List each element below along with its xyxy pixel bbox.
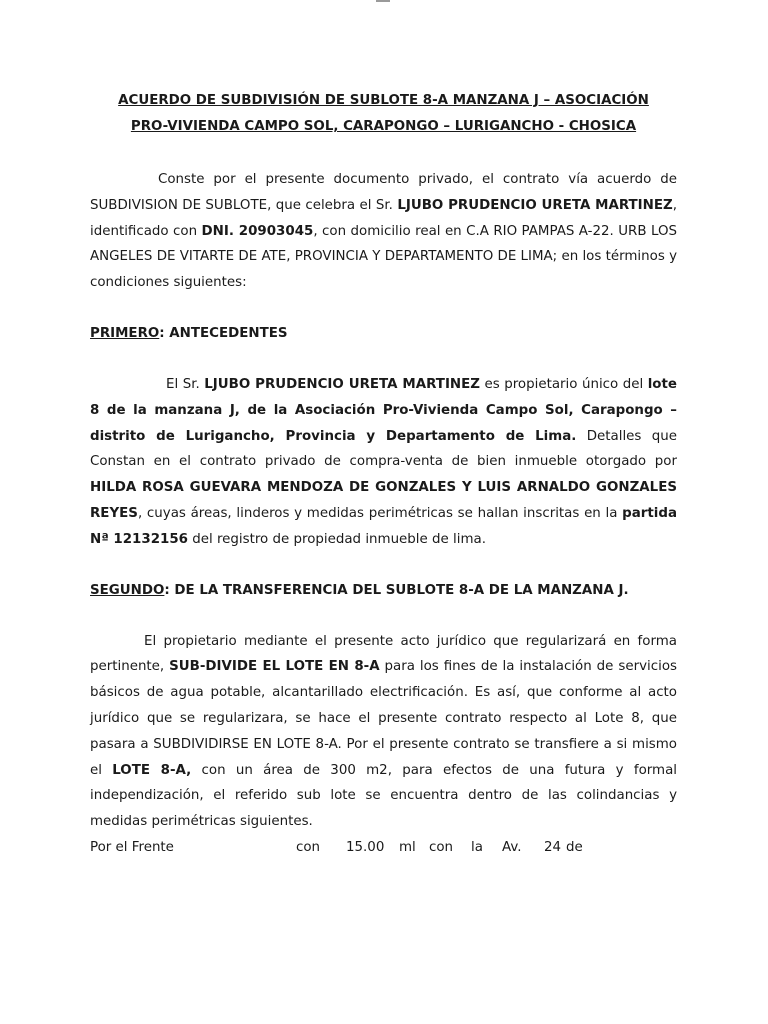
segundo-subdivide: SUB-DIVIDE EL LOTE EN 8-A xyxy=(169,659,380,675)
title-line-2: PRO-VIVIENDA CAMPO SOL, CARAPONGO – LURIGANCHO - CHOSICA xyxy=(130,119,637,134)
frente-word-2: 15.00 xyxy=(346,839,385,855)
segundo-text-2: para los fines de la instalación de servicios básicos de agua potable, alcantarillado electrificación. Es así, que conforme al acto jurídico que se regularizara, se hace el presente contrato respecto al Lote 8, que pasara a SUBDIVIDIRSE EN LOTE 8-A. Por el presente contrato se transfiere a si mismo el xyxy=(90,659,677,778)
primero-text-4: , cuyas áreas, linderos y medidas perimétricas se hallan inscritas en la xyxy=(137,505,623,521)
frente-word-5: la xyxy=(471,839,483,855)
title-line-1: ACUERDO DE SUBDIVISIÓN DE SUBLOTE 8-A MANZANA J – ASOCIACIÓN xyxy=(118,93,649,108)
primero-text-2: es propietario único del xyxy=(479,376,648,392)
primero-lote: lote 8 de la manzana J, de la Asociación Pro-Vivienda Campo Sol, Carapongo – distrito de Lurigancho, Provincia y Departamento de Lima. xyxy=(90,376,677,444)
primero-text-1: El Sr. xyxy=(166,376,205,392)
segundo-label: SEGUNDO xyxy=(90,582,165,598)
intro-text-1: Conste por el presente documento privado, el contrato vía acuerdo de SUBDIVISION DE SUBLOTE, que celebra el Sr. xyxy=(90,172,677,213)
section-heading-segundo xyxy=(90,578,677,604)
intro-text-3: , con domicilio real en C.A RIO PAMPAS A-22. URB LOS ANGELES DE VITARTE DE ATE, PROVINCIA Y DEPARTAMENTO DE LIMA; en los términos y condiciones siguientes: xyxy=(90,223,677,291)
segundo-paragraph xyxy=(90,629,677,835)
section-heading-primero xyxy=(90,321,677,347)
intro-text-2: , identificado con xyxy=(90,197,677,239)
primero-text-5: del registro de propiedad inmueble de lima. xyxy=(187,531,486,547)
segundo-text-1: El propietario mediante el presente acto jurídico que regularizará en forma pertinente, xyxy=(90,633,677,675)
primero-text-3: Detalles que Constan en el contrato privado de compra-venta de bien inmueble otorgado por xyxy=(90,428,677,470)
primero-heading-rest: : ANTECEDENTES xyxy=(159,325,288,341)
segundo-text-3: con un área de 300 m2, para efectos de una futura y formal independización, el referido sub lote se encuentra dentro de las colindancias y medidas perimétricas siguientes. xyxy=(90,762,677,830)
page-top-mark xyxy=(376,0,390,2)
primero-owner-name: LJUBO PRUDENCIO URETA MARTINEZ xyxy=(204,376,480,392)
frente-label: Por el Frente xyxy=(90,839,174,855)
segundo-heading-rest: : DE LA TRANSFERENCIA DEL SUBLOTE 8-A DE LA MANZANA J. xyxy=(164,582,629,598)
intro-dni: DNI. 20903045 xyxy=(201,223,314,239)
frente-line xyxy=(90,835,677,861)
document-page xyxy=(90,88,677,861)
frente-word-1: con xyxy=(296,839,321,855)
frente-word-7: 24 xyxy=(544,839,562,855)
frente-word-8: de xyxy=(566,839,583,855)
intro-paragraph xyxy=(90,167,677,296)
primero-partida: partida Nª 12132156 xyxy=(90,505,677,547)
segundo-lote: LOTE 8-A, xyxy=(112,762,192,778)
document-title xyxy=(90,88,677,140)
frente-word-4: con xyxy=(429,839,454,855)
primero-label: PRIMERO xyxy=(90,325,160,341)
intro-owner-name: LJUBO PRUDENCIO URETA MARTINEZ xyxy=(397,197,673,213)
primero-sellers: HILDA ROSA GUEVARA MENDOZA DE GONZALES Y LUIS ARNALDO GONZALES REYES xyxy=(90,480,677,521)
frente-word-6: Av. xyxy=(502,839,522,855)
frente-word-3: ml xyxy=(399,839,416,855)
primero-paragraph xyxy=(90,372,677,553)
